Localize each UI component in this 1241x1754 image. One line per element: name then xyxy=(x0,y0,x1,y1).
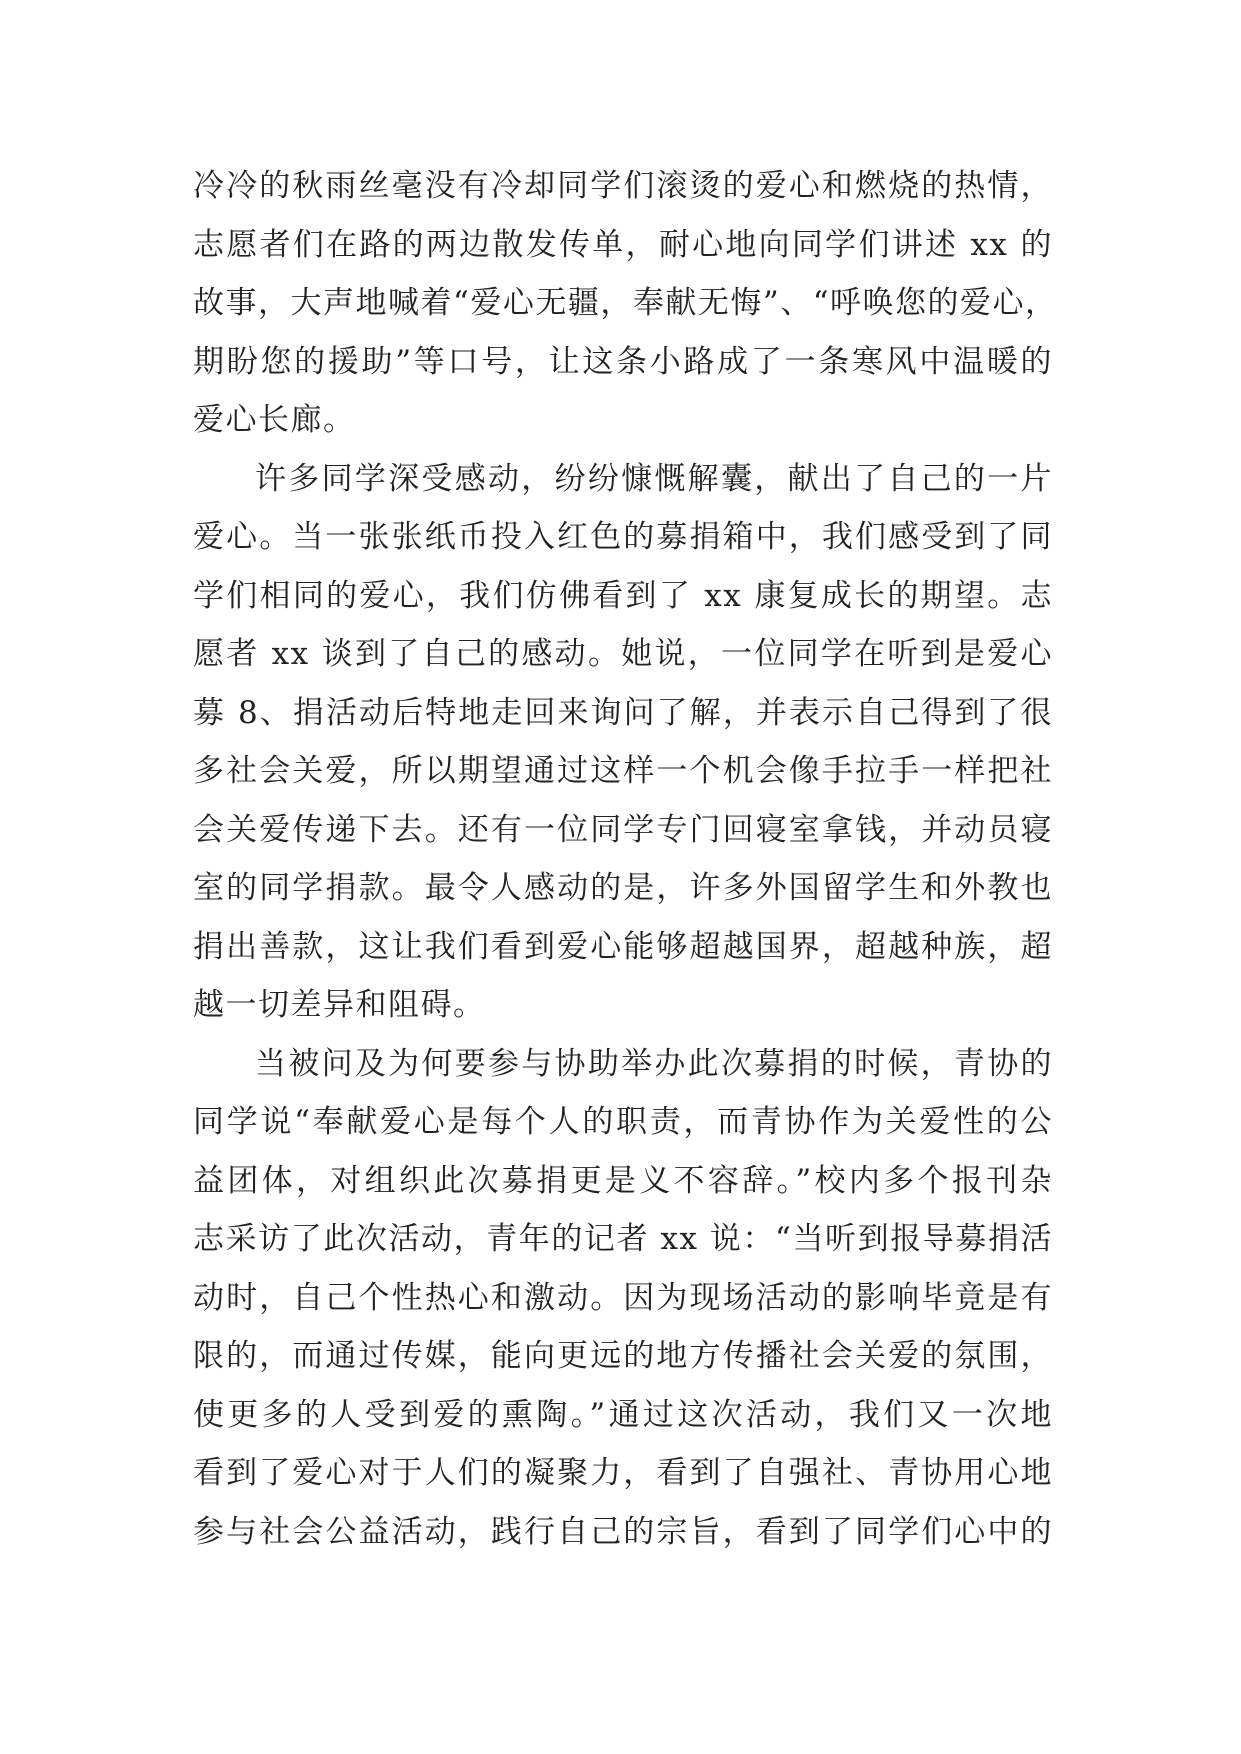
text-line: 爱心。当一张张纸币投入红色的募捐箱中，我们感受到了同 xyxy=(193,519,1053,555)
text-line: 限的，而通过传媒，能向更远的地方传播社会关爱的氛围， xyxy=(193,1338,1053,1374)
body-text xyxy=(193,157,1058,1561)
text-line: 参与社会公益活动，践行自己的宗旨，看到了同学们心中的 xyxy=(193,1513,1053,1550)
text-line: 室的同学捐款。最令人感动的是，许多外国留学生和外教也 xyxy=(193,870,1053,906)
text-line: 愿者 xx 谈到了自己的感动。她说，一位同学在听到是爱心 xyxy=(193,636,1053,672)
text-line: 志采访了此次活动，青年的记者 xx 说：“当听到报导募捐活 xyxy=(193,1221,1053,1257)
text-line: 同学说“奉献爱心是每个人的职责，而青协作为关爱性的公 xyxy=(193,1104,1053,1140)
text-line: 许多同学深受感动，纷纷慷慨解囊，献出了自己的一片 xyxy=(255,460,1053,497)
text-line: 益团体，对组织此次募捐更是义不容辞。”校内多个报刊杂 xyxy=(193,1162,1053,1199)
text-line: 看到了爱心对于人们的凝聚力，看到了自强社、青协用心地 xyxy=(193,1455,1053,1491)
text-line: 志愿者们在路的两边散发传单，耐心地向同学们讲述 xx 的 xyxy=(193,226,1053,263)
text-line: 学们相同的爱心，我们仿佛看到了 xx 康复成长的期望。志 xyxy=(193,577,1053,614)
text-line: 捐出善款，这让我们看到爱心能够超越国界，超越种族，超 xyxy=(193,928,1053,965)
text-line: 故事，大声地喊着“爱心无疆，奉献无悔”、“呼唤您的爱心， xyxy=(193,285,1058,321)
text-line: 使更多的人受到爱的熏陶。”通过这次活动，我们又一次地 xyxy=(193,1396,1053,1433)
text-line: 募 8、捐活动后特地走回来询问了解，并表示自己得到了很 xyxy=(193,694,1053,731)
text-line: 会关爱传递下去。还有一位同学专门回寝室拿钱，并动员寝 xyxy=(193,811,1053,848)
text-line: 越一切差异和阻碍。 xyxy=(193,987,486,1023)
text-line: 动时，自己个性热心和激动。因为现场活动的影响毕竟是有 xyxy=(193,1279,1053,1316)
text-line: 当被问及为何要参与协助举办此次募捐的时候，青协的 xyxy=(255,1045,1053,1082)
text-line: 爱心长廊。 xyxy=(193,402,356,438)
text-line: 期盼您的援助”等口号，让这条小路成了一条寒风中温暖的 xyxy=(193,343,1053,380)
text-line: 冷冷的秋雨丝毫没有冷却同学们滚烫的爱心和燃烧的热情， xyxy=(193,168,1053,204)
text-line: 多社会关爱，所以期望通过这样一个机会像手拉手一样把社 xyxy=(193,753,1053,789)
